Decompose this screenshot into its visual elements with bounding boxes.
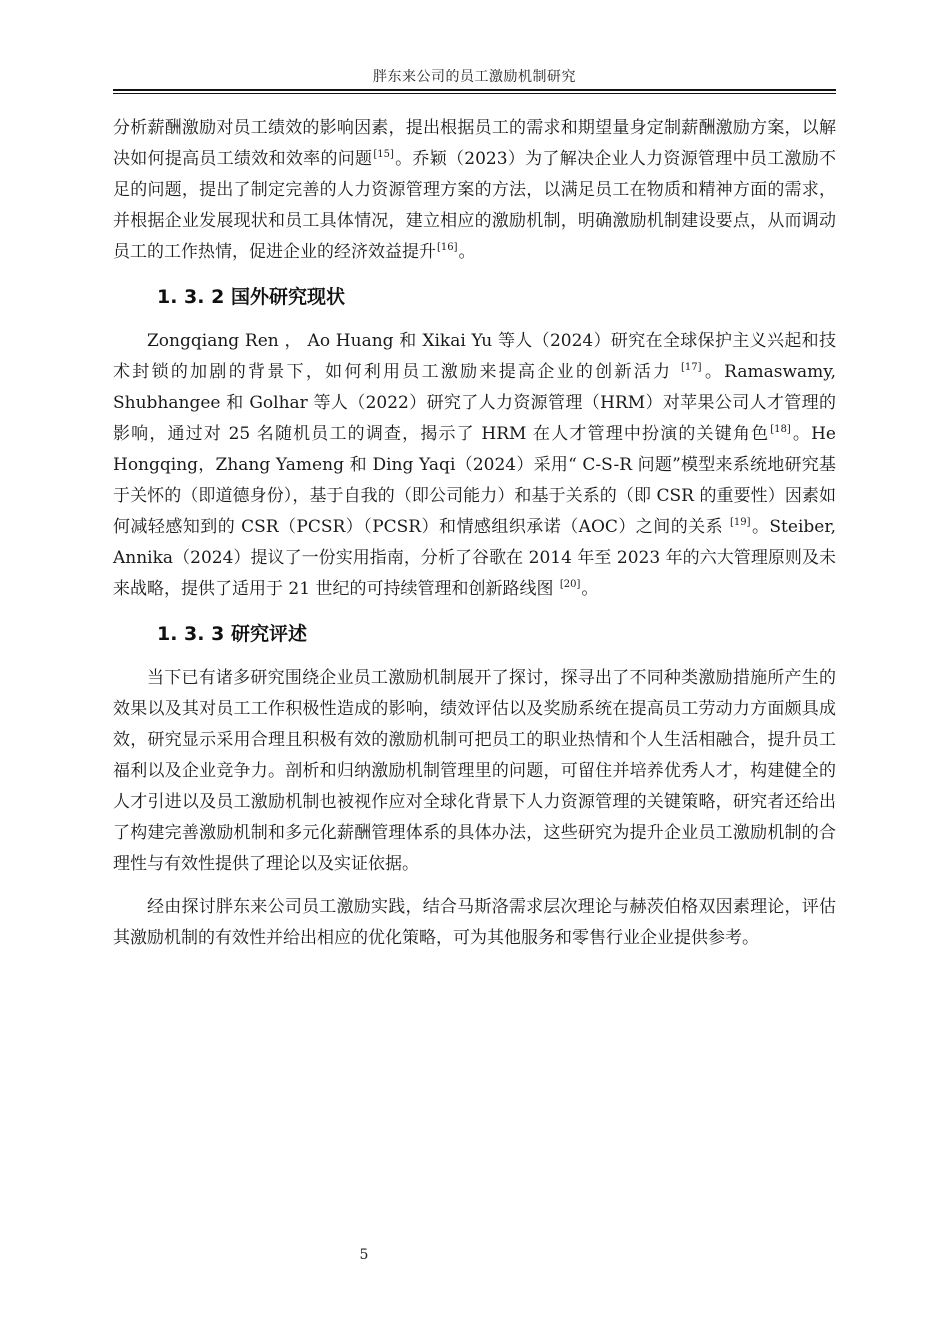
paragraph-text: 。: [581, 579, 599, 599]
citation-17: [17]: [681, 362, 702, 373]
citation-15: [15]: [373, 149, 394, 160]
paragraph-review: 当下已有诸多研究围绕企业员工激励机制展开了探讨，探寻出了不同种类激励措施所产生的效果以及其对员工工作积极性造成的影响，绩效评估以及奖励系统在提高员工劳动力方面颇具成效，研究显示采用合理且积极有效的激励机制可把员工的职业热情和个人生活相融合，提升员工福利以及企业竞争力。剖析和归纳激励机制管理里的问题，可留住并培养优秀人才，构建健全的人才引进以及员工激励机制也被视作应对全球化背景下人力资源管理的关键策略，研究者还给出了构建完善激励机制和多元化薪酬管理体系的具体办法，这些研究为提升企业员工激励机制的合理性与有效性提供了理论以及实证依据。: [113, 668, 836, 874]
paragraph-text: 分析薪酬激励对员工绩效的影响因素，提出根据员工的需求和期望量身定制薪酬激励方案，以解决如何提高员工绩效和效率的问题: [113, 118, 836, 169]
citation-16: [16]: [437, 242, 458, 253]
paragraph-text: 。He Hongqing，Zhang Yameng 和 Ding Yaqi（2024）采用“ C-S-R 问题”模型来系统地研究基于关怀的（即道德身份），基于自我的（即公司能力）和基于关系的（即 CSR 的重要性）因素如何减轻感知到的 CSR（PCSR）（PCSR）和情感组织承诺（AOC）之间的关系: [113, 424, 836, 537]
running-header: 胖东来公司的员工激励机制研究: [373, 69, 576, 85]
paragraph-summary: 经由探讨胖东来公司员工激励实践，结合马斯洛需求层次理论与赫茨伯格双因素理论，评估其激励机制的有效性并给出相应的优化策略，可为其他服务和零售行业企业提供参考。: [113, 897, 836, 948]
section-heading-research-review: 1. 3. 3 研究评述: [157, 623, 307, 645]
header-rule-thin: [113, 93, 836, 94]
citation-18: [18]: [770, 424, 791, 435]
paragraph-foreign-research: [113, 326, 836, 605]
header-rule-thick: [113, 89, 836, 91]
citation-20: [20]: [559, 579, 581, 590]
paragraph-text: 。乔颖（2023）为了解决企业人力资源管理中员工激励不足的问题，提出了制定完善的人力资源管理方案的方法，以满足员工在物质和精神方面的需求，并根据企业发展现状和员工具体情况，建立相应的激励机制，明确激励机制建设要点，从而调动员工的工作热情，促进企业的经济效益提升: [113, 149, 837, 262]
paragraph-text: 。Ramaswamy, Shubhangee 和 Golhar 等人（2022）研究了人力资源管理（HRM）对苹果公司人才管理的影响，通过对 25 名随机员工的调查，揭示了 HRM 在人才管理中扮演的关键角色: [113, 362, 836, 444]
paragraph-text: Zongqiang Ren ， Ao Huang 和 Xikai Yu 等人（2024）研究在全球保护主义兴起和技术封锁的加剧的背景下，如何利用员工激励来提高企业的创新活力: [113, 331, 836, 382]
paragraph-continued: [113, 113, 836, 268]
page-body: [113, 113, 836, 954]
section-heading-foreign-research: 1. 3. 2 国外研究现状: [157, 286, 345, 308]
paragraph-text: 。: [458, 242, 476, 262]
paragraph-text: 。Steiber, Annika（2024）提议了一份实用指南，分析了谷歌在 2014 年至 2023 年的六大管理原则及未来战略，提供了适用于 21 世纪的可持续管理和创新路线图: [113, 517, 836, 599]
citation-19: [19]: [729, 517, 751, 528]
page-number: 5: [359, 1247, 369, 1263]
